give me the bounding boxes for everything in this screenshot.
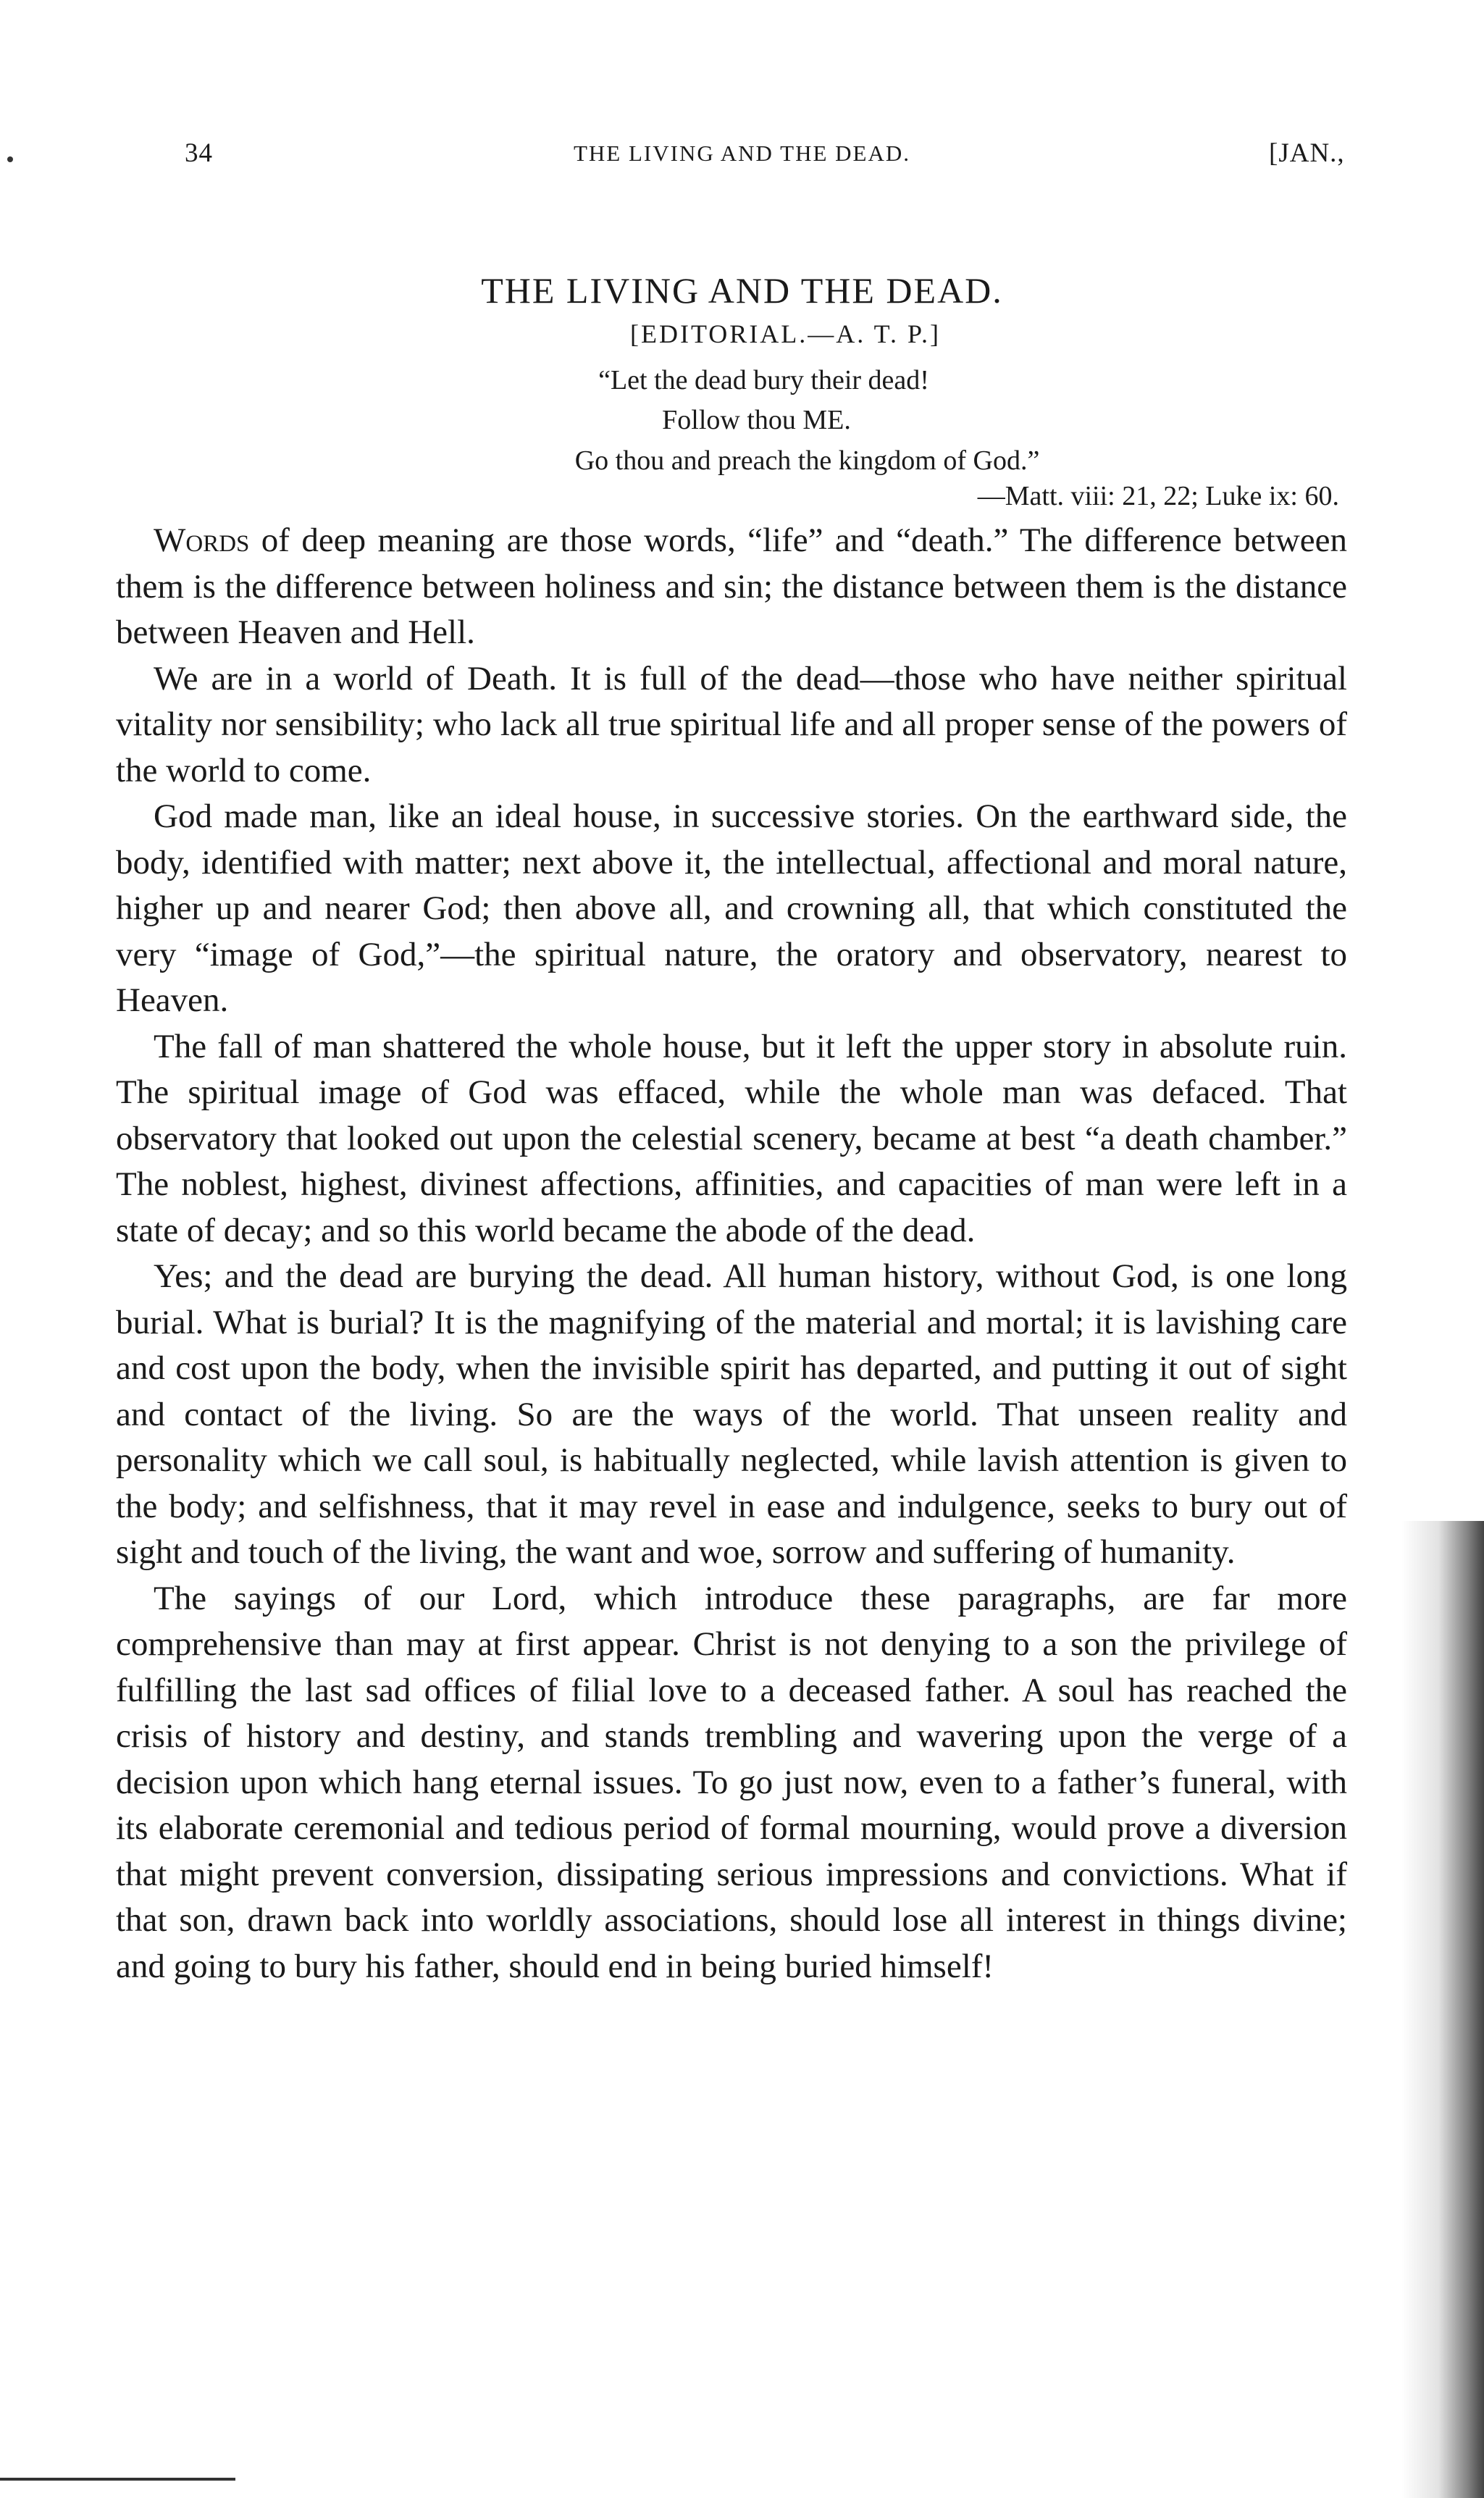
paragraph-text: We are in a world of Death. It is full of the dead—those who have neither spiritual vitality nor sensibility; who lack all true spiritual life and all proper sense of the powers of the world to come. bbox=[116, 659, 1347, 789]
epigraph-line-2: Follow thou ME. bbox=[662, 405, 851, 435]
running-header bbox=[0, 138, 1484, 181]
article-title: THE LIVING AND THE DEAD. bbox=[481, 270, 1003, 311]
epigraph-line-1: “Let the dead bury their dead! bbox=[598, 365, 929, 395]
article-byline: [EDITORIAL.—A. T. P.] bbox=[630, 319, 941, 348]
paragraph-text: Yes; and the dead are burying the dead. All human history, without God, is one long burial. What is burial? It is the magnifying of the material and mortal; it is lavishing care and cost upon the body, when the invisible spirit has departed, and putting it out of sight and contact of the living. So are the ways of the world. That unseen reality and personality which we call soul, is habitually neglected, while lavish attention is given to the body; and selfishness, that it may revel in ease and indulgence, seeks to bury out of sight and touch of the living, the want and woe, sorrow and suffering of humanity. bbox=[116, 1257, 1347, 1571]
scan-bottom-rule bbox=[0, 2478, 235, 2481]
paragraph-4 bbox=[116, 1024, 1347, 1254]
epigraph-citation: —Matt. viii: 21, 22; Luke ix: 60. bbox=[977, 481, 1339, 511]
paragraph-5 bbox=[116, 1254, 1347, 1576]
paragraph-2 bbox=[116, 656, 1347, 795]
paragraph-1 bbox=[116, 518, 1347, 656]
scan-margin-shadow bbox=[1401, 1521, 1484, 2498]
paragraph-text: The sayings of our Lord, which introduce these paragraphs, are far more comprehensive than may at first appear. Christ is not denying to a son the privilege of fulfilling the last sad offices of filial love to a deceased father. A soul has reached the crisis of history and destiny, and stands trembling and wavering upon the verge of a decision upon which hang eternal issues. To go just now, even to a father’s funeral, with its elaborate ceremonial and tedious period of formal mourning, would prove a diversion that might prevent conversion, dissipating serious impressions and convictions. What if that son, drawn back into worldly associations, should lose all interest in things divine; and going to bury his father, should end in being buried himself! bbox=[116, 1579, 1347, 1985]
page-number: 34 bbox=[185, 138, 213, 168]
paragraph-lead: Words bbox=[154, 521, 250, 559]
paragraph-text: of deep meaning are those words, “life” and “death.” The difference between them is the difference between holiness and sin; the distance between them is the distance between Heaven and Hell. bbox=[116, 521, 1347, 651]
epigraph-line-3: Go thou and preach the kingdom of God.” bbox=[574, 445, 1040, 476]
article-body bbox=[116, 518, 1347, 1990]
paragraph-6 bbox=[116, 1576, 1347, 1990]
paragraph-text: The fall of man shattered the whole house, but it left the upper story in absolute ruin. The spiritual image of God was effaced, while the whole man was defaced. That observatory that looked out upon the celestial scenery, became at best “a death chamber.” The noblest, highest, divinest affections, affinities, and capacities of man were left in a state of decay; and so this world became the abode of the dead. bbox=[116, 1027, 1347, 1249]
paragraph-text: God made man, like an ideal house, in successive stories. On the earthward side, the body, identified with matter; next above it, the intellectual, affectional and moral nature, higher up and nearer God; then above all, and crowning all, that which constituted the very “image of God,”—the spiritual nature, the oratory and observatory, nearest to Heaven. bbox=[116, 797, 1347, 1019]
running-title: THE LIVING AND THE DEAD. bbox=[573, 141, 910, 166]
paragraph-3 bbox=[116, 794, 1347, 1024]
running-month: [JAN., bbox=[1269, 138, 1345, 168]
